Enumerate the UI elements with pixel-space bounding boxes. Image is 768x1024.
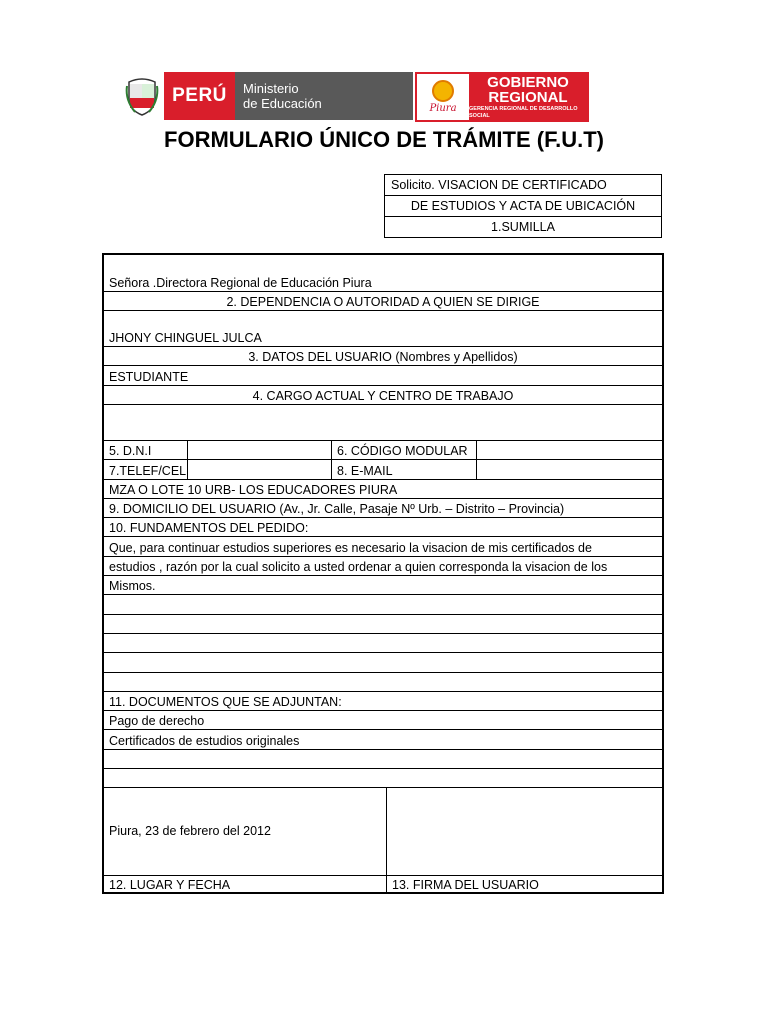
telef-label: 7.TELEF/CEL xyxy=(109,464,187,478)
documento-item-1: Pago de derecho xyxy=(109,714,205,728)
codigo-field[interactable] xyxy=(477,441,662,459)
coat-of-arms-icon xyxy=(120,72,164,120)
cargo-value: ESTUDIANTE xyxy=(109,370,189,384)
ministry-line1: Ministerio xyxy=(243,81,299,96)
dependencia-label-row xyxy=(104,292,662,311)
sumilla-label: 1.SUMILLA xyxy=(491,220,555,234)
lugar-fecha-field[interactable] xyxy=(104,788,387,875)
domicilio-value: MZA O LOTE 10 URB- LOS EDUCADORES PIURA xyxy=(109,483,398,497)
codigo-label: 6. CÓDIGO MODULAR xyxy=(337,444,468,458)
fut-form xyxy=(102,253,664,894)
fundamentos-line-1: Que, para continuar estudios superiores es necesario la visacion de mis certificados de xyxy=(109,541,592,555)
page-title: FORMULARIO ÚNICO DE TRÁMITE (F.U.T) xyxy=(164,127,604,152)
dependencia-value-row[interactable] xyxy=(104,255,662,292)
usuario-label-row xyxy=(104,347,662,366)
documento-row[interactable] xyxy=(104,730,662,750)
documento-blank-row[interactable] xyxy=(104,750,662,769)
firma-label-cell xyxy=(387,876,662,892)
codigo-label-cell xyxy=(332,441,477,459)
gob-line2: REGIONAL xyxy=(488,88,568,106)
lugar-firma-label-row xyxy=(104,876,662,892)
firma-label: 13. FIRMA DEL USUARIO xyxy=(392,878,539,892)
piura-word: Piura xyxy=(429,103,457,114)
fundamentos-blank-row[interactable] xyxy=(104,673,662,692)
sun-icon xyxy=(432,80,454,102)
cargo-value-row[interactable] xyxy=(104,366,662,386)
sumilla-line2[interactable]: DE ESTUDIOS Y ACTA DE UBICACIÓN xyxy=(385,196,661,217)
gobierno-regional-logo xyxy=(415,72,589,122)
dni-label-cell xyxy=(104,441,188,459)
fundamentos-blank-row[interactable] xyxy=(104,615,662,634)
peru-ministry-logo xyxy=(120,72,413,120)
usuario-value: JHONY CHINGUEL JULCA xyxy=(109,331,262,345)
dni-field[interactable] xyxy=(188,441,332,459)
dependencia-label: 2. DEPENDENCIA O AUTORIDAD A QUIEN SE DIRIGE xyxy=(226,295,540,309)
dependencia-value: Señora .Directora Regional de Educación Piura xyxy=(109,276,372,290)
lugar-firma-row xyxy=(104,788,662,876)
documentos-label-row xyxy=(104,692,662,711)
documento-blank-row[interactable] xyxy=(104,769,662,788)
fundamentos-line-row[interactable] xyxy=(104,576,662,595)
domicilio-label: 9. DOMICILIO DEL USUARIO (Av., Jr. Calle, Pasaje Nº Urb. – Distrito – Provincia) xyxy=(109,502,565,516)
cargo-label-row xyxy=(104,386,662,405)
email-label: 8. E-MAIL xyxy=(337,464,393,478)
documento-item-2: Certificados de estudios originales xyxy=(109,734,300,748)
fundamentos-line-3: Mismos. xyxy=(109,579,156,593)
domicilio-label-row xyxy=(104,499,662,518)
fundamentos-blank-row[interactable] xyxy=(104,634,662,653)
email-field[interactable] xyxy=(477,460,662,479)
dni-codigo-row xyxy=(104,441,662,460)
firma-field[interactable] xyxy=(387,788,662,875)
gob-line1: GOBIERNO xyxy=(487,73,569,91)
email-label-cell xyxy=(332,460,477,479)
gobierno-regional-text xyxy=(469,74,587,120)
fundamentos-line-row[interactable] xyxy=(104,557,662,576)
peru-label: PERÚ xyxy=(164,72,235,120)
gob-line3: GERENCIA REGIONAL DE DESARROLLO SOCIAL xyxy=(469,105,578,119)
telef-label-cell xyxy=(104,460,188,479)
telef-field[interactable] xyxy=(188,460,332,479)
sumilla-box xyxy=(384,174,662,238)
dni-label: 5. D.N.I xyxy=(109,444,152,458)
blank-row[interactable] xyxy=(104,405,662,441)
piura-emblem xyxy=(417,74,469,120)
sumilla-line1[interactable]: Solicito. VISACION DE CERTIFICADO xyxy=(385,175,661,196)
fundamentos-label: 10. FUNDAMENTOS DEL PEDIDO: xyxy=(109,521,309,535)
fundamentos-line-2: estudios , razón por la cual solicito a usted ordenar a quien corresponda la visacion de los xyxy=(109,560,608,574)
usuario-label: 3. DATOS DEL USUARIO (Nombres y Apellidos) xyxy=(248,350,518,364)
domicilio-value-row[interactable] xyxy=(104,480,662,499)
lugar-fecha-value: Piura, 23 de febrero del 2012 xyxy=(109,824,271,838)
usuario-value-row[interactable] xyxy=(104,311,662,347)
lugar-fecha-label-cell xyxy=(104,876,387,892)
lugar-fecha-label: 12. LUGAR Y FECHA xyxy=(109,878,231,892)
fundamentos-blank-row[interactable] xyxy=(104,653,662,673)
fundamentos-label-row xyxy=(104,518,662,537)
fundamentos-line-row[interactable] xyxy=(104,537,662,557)
ministry-label xyxy=(235,72,413,120)
telef-email-row xyxy=(104,460,662,480)
cargo-label: 4. CARGO ACTUAL Y CENTRO DE TRABAJO xyxy=(252,389,514,403)
documentos-label: 11. DOCUMENTOS QUE SE ADJUNTAN: xyxy=(109,695,342,709)
fundamentos-blank-row[interactable] xyxy=(104,595,662,615)
ministry-line2: de Educación xyxy=(243,96,322,111)
documento-row[interactable] xyxy=(104,711,662,730)
